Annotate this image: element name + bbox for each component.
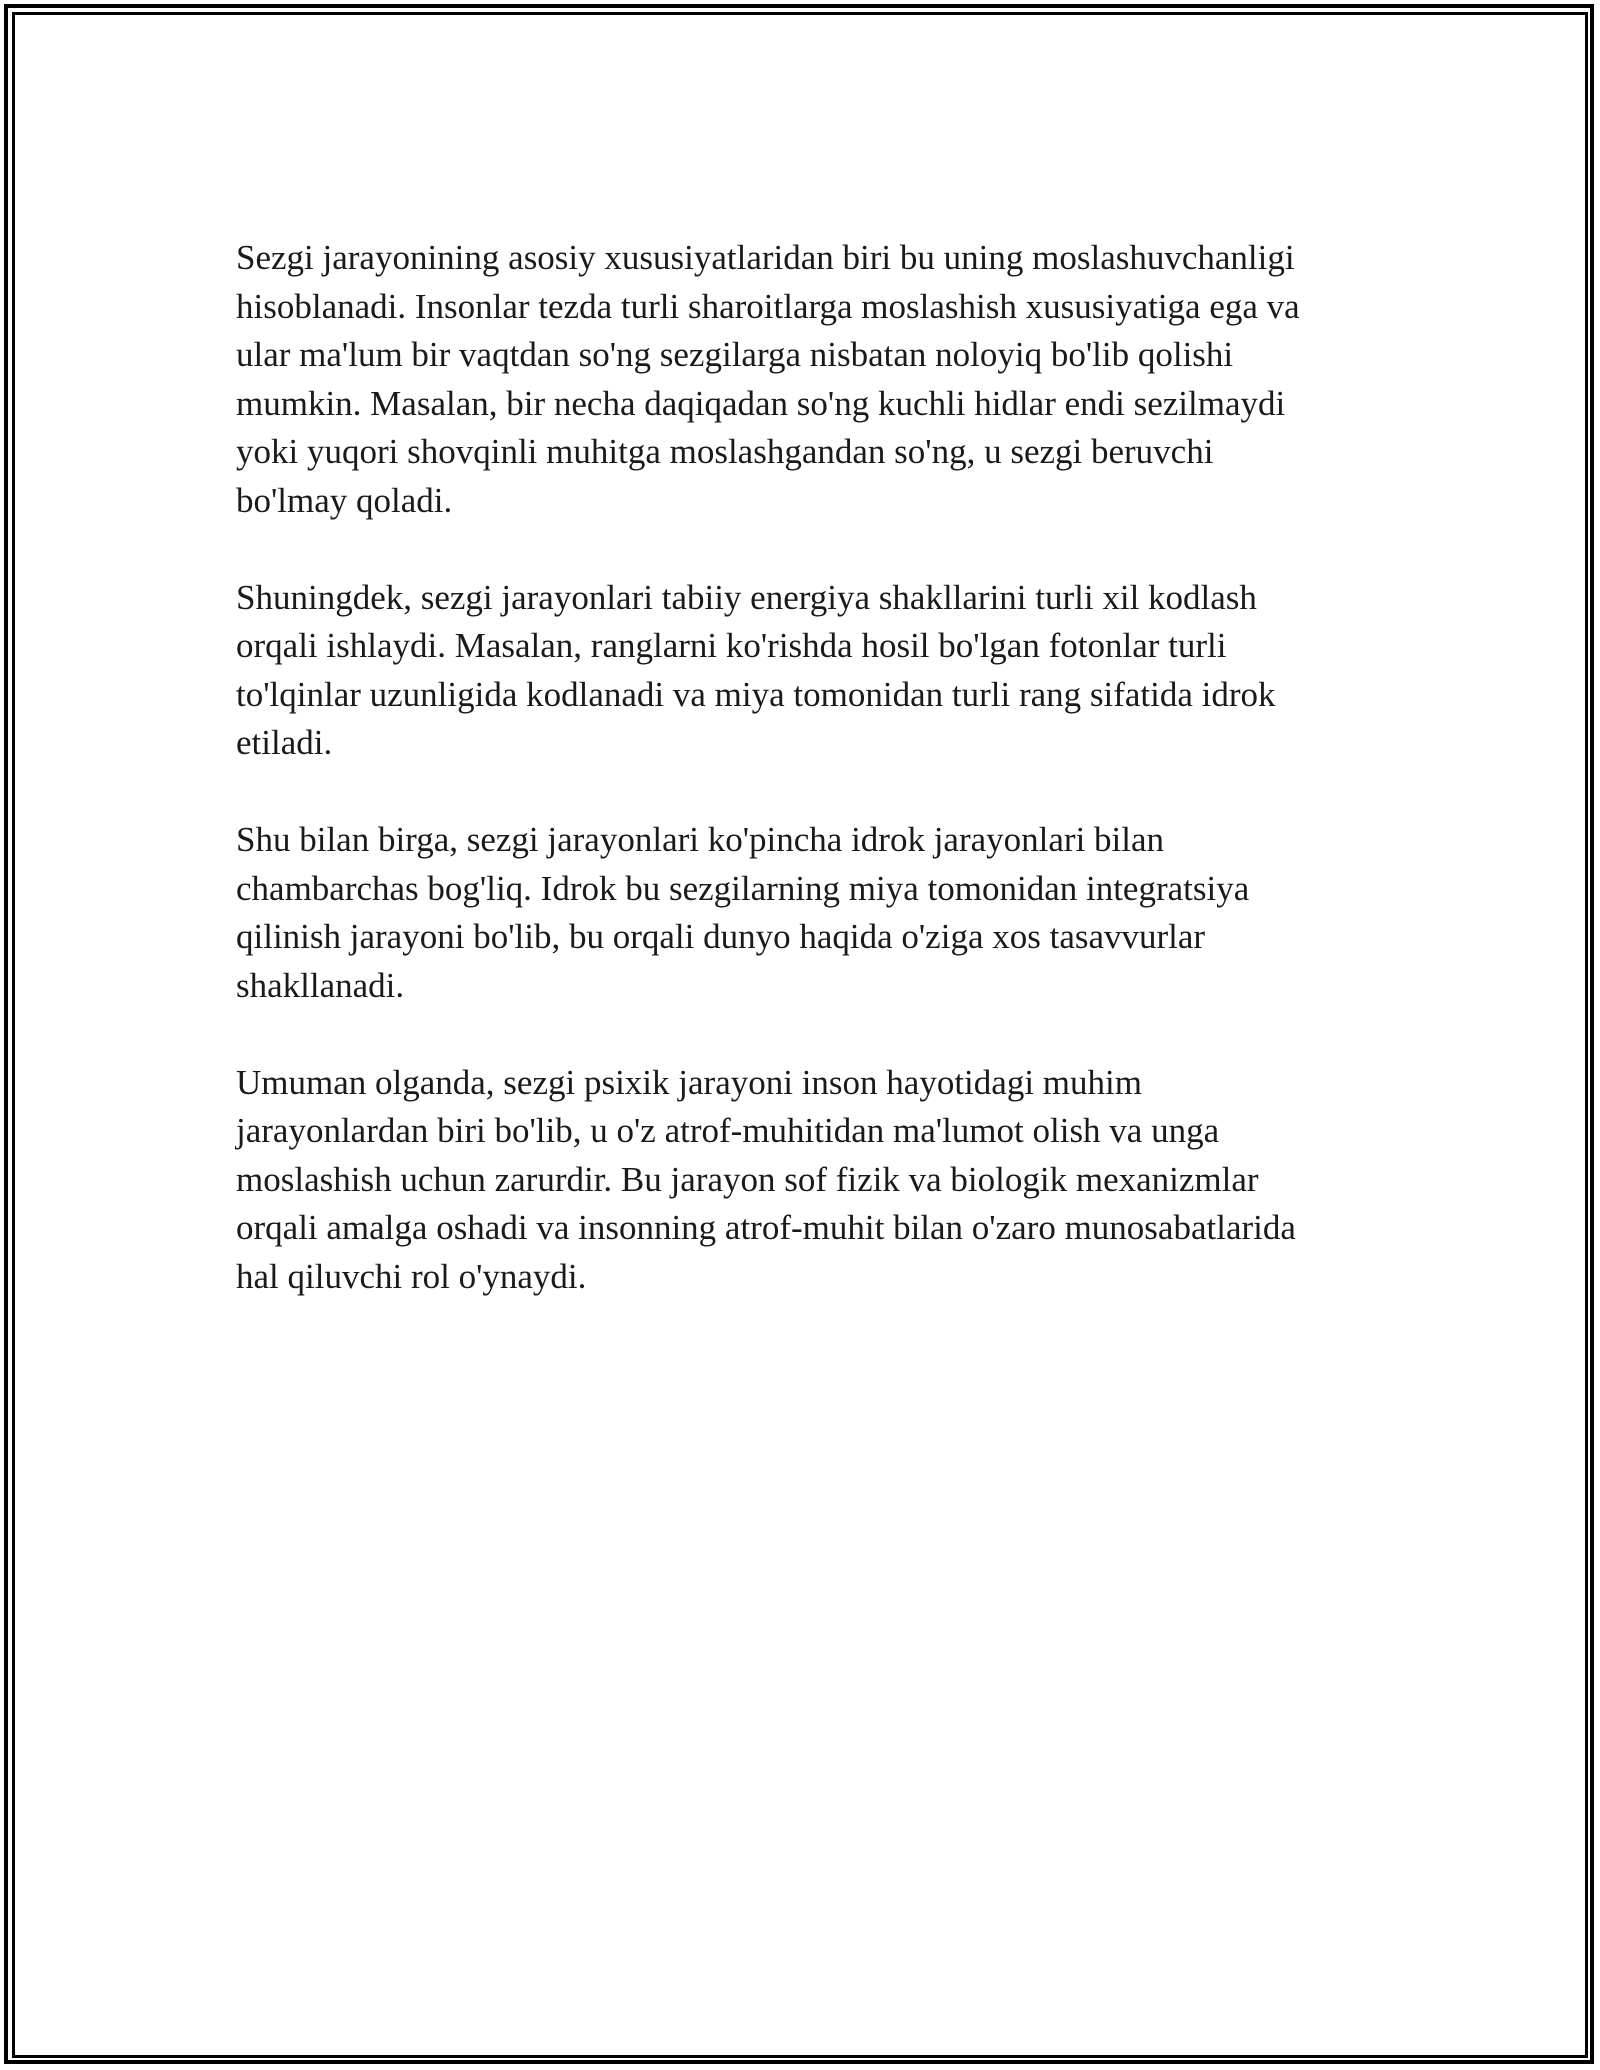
text-line: to'lqinlar uzunligida kodlanadi va miya tomonidan turli rang sifatida idrok	[236, 674, 1276, 714]
text-line: bo'lmay qoladi.	[236, 480, 453, 520]
paragraph-3	[236, 816, 1366, 1010]
text-line: etiladi.	[236, 723, 333, 762]
text-line: chambarchas bog'liq. Idrok bu sezgilarning miya tomonidan integratsiya	[236, 868, 1250, 908]
text-line: jarayonlardan biri bo'lib, u o'z atrof-muhitidan ma'lumot olish va unga	[236, 1111, 1220, 1150]
text-line: mumkin. Masalan, bir necha daqiqadan so'ng kuchli hidlar endi sezilmaydi	[236, 383, 1286, 423]
text-line: moslashish uchun zarurdir. Bu jarayon sof fizik va biologik mexanizmlar	[236, 1159, 1259, 1199]
text-line: Shuningdek, sezgi jarayonlari tabiiy energiya shakllarini turli xil kodlash	[236, 577, 1257, 617]
text-line: ular ma'lum bir vaqtdan so'ng sezgilarga nisbatan noloyiq bo'lib qolishi	[236, 335, 1234, 374]
text-line: Shu bilan birga, sezgi jarayonlari ko'pincha idrok jarayonlari bilan	[236, 820, 1165, 859]
text-line: hisoblanadi. Insonlar tezda turli sharoitlarga moslashish xususiyatiga ega va	[236, 286, 1300, 326]
text-line: orqali amalga oshadi va insonning atrof-muhit bilan o'zaro munosabatlarida	[236, 1208, 1296, 1247]
text-line: Sezgi jarayonining asosiy xususiyatlaridan biri bu uning moslashuvchanligi	[236, 238, 1295, 277]
text-line: shakllanadi.	[236, 965, 405, 1005]
text-line: qilinish jarayoni bo'lib, bu orqali dunyo haqida o'ziga xos tasavvurlar	[236, 917, 1206, 956]
text-line: yoki yuqori shovqinli muhitga moslashgandan so'ng, u sezgi beruvchi	[236, 432, 1214, 471]
paragraph-2	[236, 574, 1366, 768]
text-line: orqali ishlaydi. Masalan, ranglarni ko'rishda hosil bo'lgan fotonlar turli	[236, 626, 1227, 665]
text-line: hal qiluvchi rol o'ynaydi.	[236, 1256, 587, 1296]
document-body	[236, 234, 1366, 1350]
paragraph-4	[236, 1059, 1366, 1302]
paragraph-1	[236, 234, 1366, 525]
text-line: Umuman olganda, sezgi psixik jarayoni inson hayotidagi muhim	[236, 1062, 1142, 1102]
